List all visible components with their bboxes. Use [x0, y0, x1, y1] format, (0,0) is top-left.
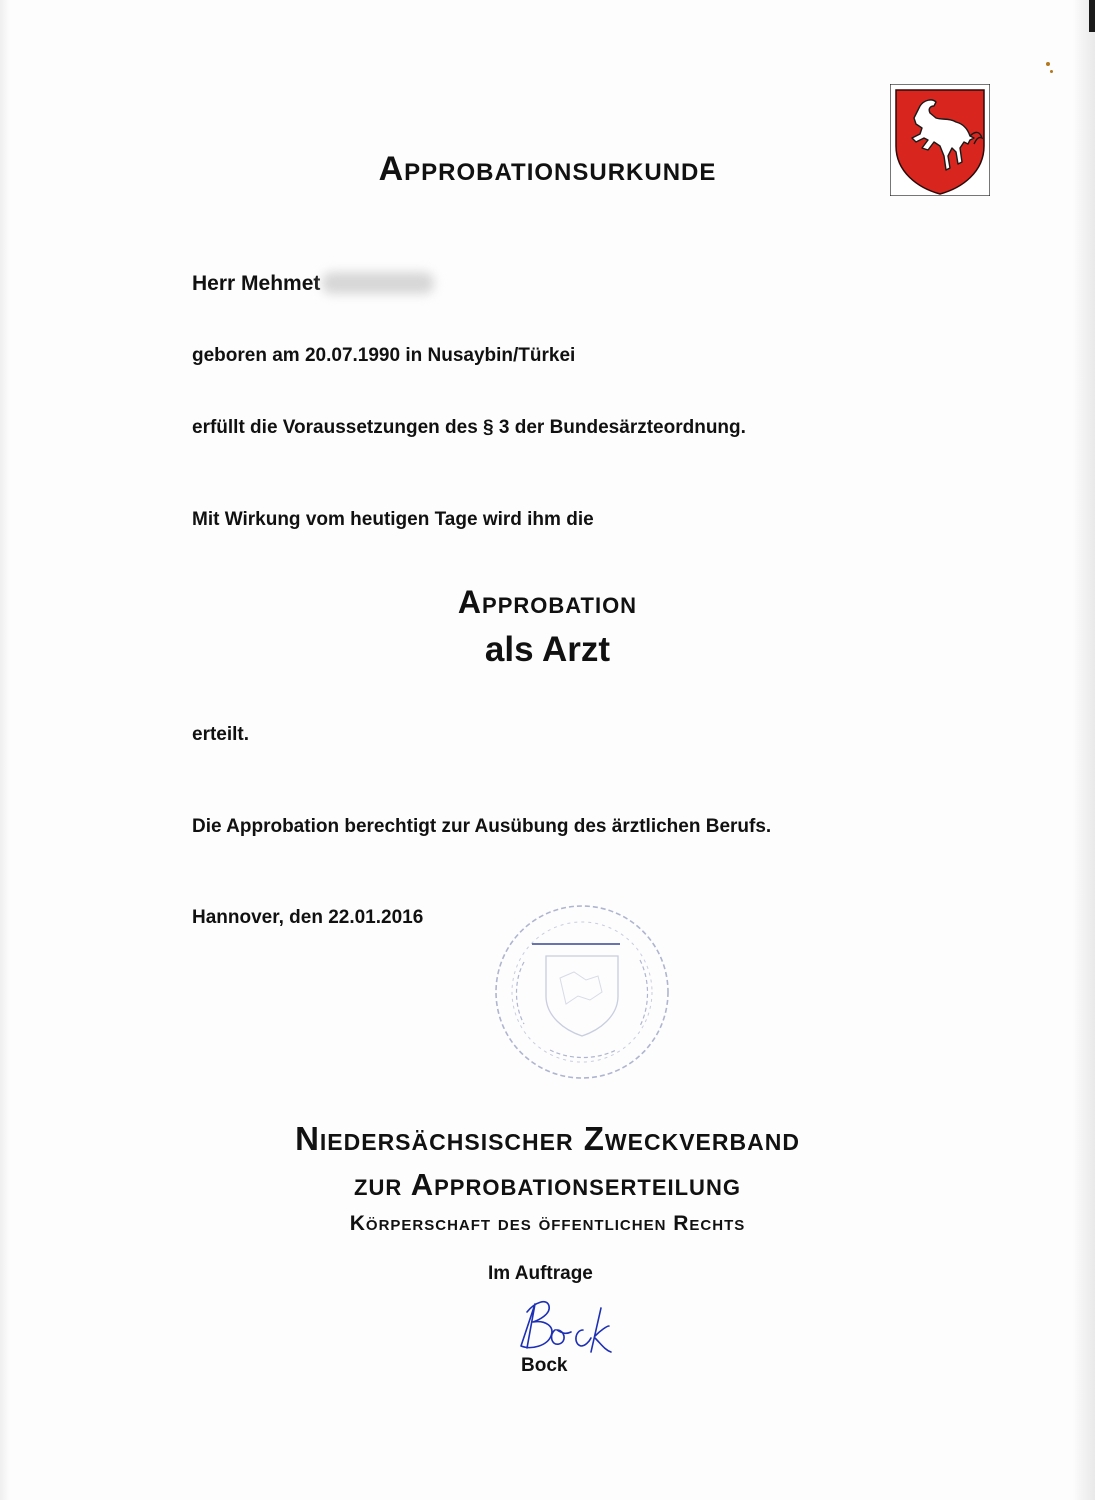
- redacted-surname: [322, 272, 434, 294]
- recipient-name: Herr Mehmet: [192, 272, 321, 295]
- document-title: Approbationsurkunde: [378, 150, 717, 188]
- paper-left-edge: [0, 0, 10, 1500]
- scan-edge-mark: [1089, 0, 1095, 32]
- approbation-title: Approbation: [457, 584, 638, 620]
- authority-name-line1: Niedersächsischer Zweckverband: [295, 1120, 800, 1157]
- requirements-statement: erfüllt die Voraussetzungen des § 3 der Bundesärzteordnung.: [192, 417, 746, 438]
- paper-speck: [1050, 70, 1053, 73]
- entitlement-statement: Die Approbation berechtigt zur Ausübung des ärztlichen Berufs.: [192, 816, 772, 837]
- authority-legal-form: Körperschaft des öffentlichen Rechts: [349, 1212, 746, 1235]
- paper-right-edge: [1073, 0, 1095, 1500]
- on-behalf-label: Im Auftrage: [488, 1263, 593, 1284]
- birth-details: geboren am 20.07.1990 in Nusaybin/Türkei: [192, 345, 576, 366]
- effect-statement: Mit Wirkung vom heutigen Tage wird ihm die: [192, 509, 594, 530]
- paper-speck: [1046, 62, 1050, 66]
- official-seal-icon: [490, 900, 675, 1085]
- signatory-name: Bock: [521, 1355, 568, 1376]
- authority-name-line2: zur Approbationserteilung: [354, 1167, 741, 1202]
- approbation-subtitle: als Arzt: [484, 630, 611, 669]
- recipient-name-line: [192, 272, 434, 296]
- granted-statement: erteilt.: [192, 724, 250, 745]
- place-and-date: Hannover, den 22.01.2016: [192, 907, 424, 928]
